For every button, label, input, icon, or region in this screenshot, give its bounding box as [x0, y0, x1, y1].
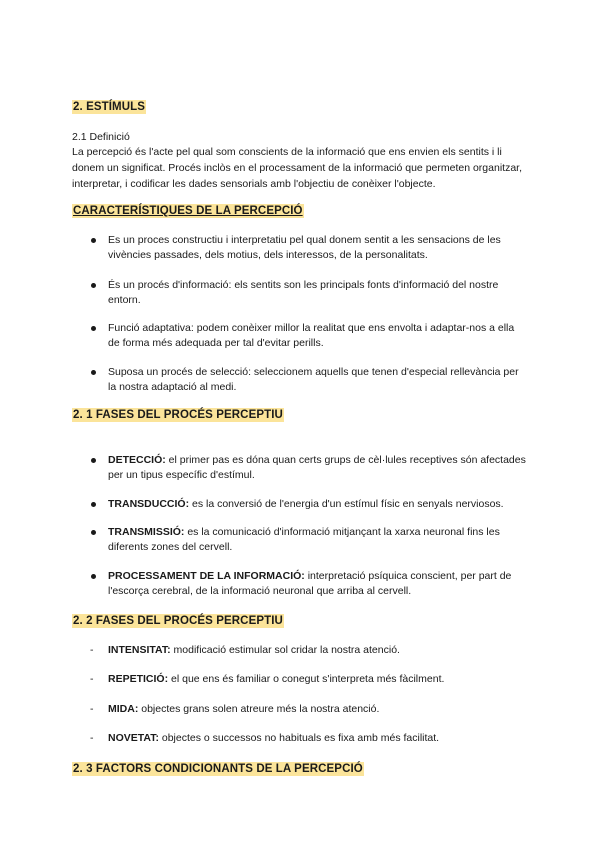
- term-label: DETECCIÓ:: [108, 454, 166, 466]
- heading-factors: [72, 762, 364, 776]
- term-description: el primer pas es dóna quan certs grups de cèl·lules receptives són afectades per un tipus específic d'estímul.: [108, 454, 526, 481]
- dash-icon: -: [90, 703, 94, 715]
- term-description: el que ens és familiar o conegut s'interpreta més fàcilment.: [168, 673, 445, 685]
- term-label: NOVETAT:: [108, 732, 159, 744]
- bullet-icon: [91, 458, 96, 463]
- dash-icon: -: [90, 732, 94, 744]
- definicio-paragraph: La percepció és l'acte pel qual som conscients de la informació que ens envien els sentits i li donem un significat. Procés inclòs en el processament de la informació que permeten organitzar, interpretar, i codificar les dades sensorials amb l'objectiu de conèixer l'objecte.: [72, 146, 522, 190]
- term-label: INTENSITAT:: [108, 644, 171, 656]
- bullet-icon: [91, 283, 96, 288]
- heading-fases-1: [72, 408, 284, 422]
- bullet-icon: [91, 530, 96, 535]
- heading-factors-text: 2. 3 FACTORS CONDICIONANTS DE LA PERCEPCIÓ: [73, 763, 363, 775]
- list-item: [72, 672, 528, 687]
- bullet-icon: [91, 574, 96, 579]
- term-label: PROCESSAMENT DE LA INFORMACIÓ:: [108, 570, 305, 582]
- list-item-text: Suposa un procés de selecció: seleccionem aquells que tenen d'especial rellevància per la nostra adaptació al medi.: [108, 366, 519, 393]
- list-item: [72, 365, 528, 395]
- heading-fases-2-text: 2. 2 FASES DEL PROCÉS PERCEPTIU: [73, 615, 283, 627]
- term-description: es la comunicació d'informació mitjançant la xarxa neuronal fins les diferents zones del cervell.: [108, 526, 500, 553]
- heading-estimuls: [72, 100, 146, 114]
- term-label: MIDA:: [108, 703, 139, 715]
- term-description: modificació estimular sol cridar la nostra atenció.: [170, 644, 400, 656]
- list-item: [72, 278, 528, 308]
- list-item-text: Funció adaptativa: podem conèixer millor la realitat que ens envolta i adaptar-nos a ella de forma més adequada per tal d'evitar perills.: [108, 322, 515, 349]
- list-item: [72, 643, 528, 658]
- bullet-icon: [91, 238, 96, 243]
- heading-fases-2: [72, 614, 284, 628]
- list-item-text: És un procés d'informació: els sentits son les principals fonts d'informació del nostre entorn.: [108, 279, 499, 306]
- list-item: [72, 453, 528, 483]
- list-item: [72, 321, 528, 351]
- term-label: TRANSMISSIÓ:: [108, 526, 185, 538]
- definicio-subheading: 2.1 Definició: [72, 131, 130, 143]
- term-description: objectes o successos no habituals es fixa amb més facilitat.: [158, 732, 440, 744]
- term-label: TRANSDUCCIÓ:: [108, 498, 190, 510]
- term-description: interpretació psíquica conscient, per part de l'escorça cerebral, de la informació neuronal que arriba al cervell.: [108, 570, 512, 597]
- heading-estimuls-text: 2. ESTÍMULS: [73, 101, 146, 113]
- bullet-icon: [91, 370, 96, 375]
- dash-icon: -: [90, 644, 94, 656]
- bullet-icon: [91, 502, 96, 507]
- list-item: [72, 731, 528, 746]
- list-item: [72, 233, 528, 263]
- term-description: es la conversió de l'energia d'un estímul físic en senyals nerviosos.: [189, 498, 504, 510]
- list-item: [72, 702, 528, 717]
- dash-icon: -: [90, 673, 94, 685]
- list-item: [72, 569, 528, 599]
- heading-caracteristiques-text: CARACTERÍSTIQUES DE LA PERCEPCIÓ: [73, 205, 303, 217]
- heading-caracteristiques: [72, 204, 304, 218]
- bullet-icon: [91, 326, 96, 331]
- list-item: [72, 497, 528, 512]
- term-label: REPETICIÓ:: [108, 673, 169, 685]
- list-item-text: Es un proces constructiu i interpretatiu pel qual donem sentit a les sensacions de les vivències passades, dels motius, dels interessos, de la personalitats.: [108, 234, 501, 261]
- heading-fases-1-text: 2. 1 FASES DEL PROCÉS PERCEPTIU: [73, 409, 283, 421]
- term-description: objectes grans solen atreure més la nostra atenció.: [138, 703, 380, 715]
- list-item: [72, 525, 528, 555]
